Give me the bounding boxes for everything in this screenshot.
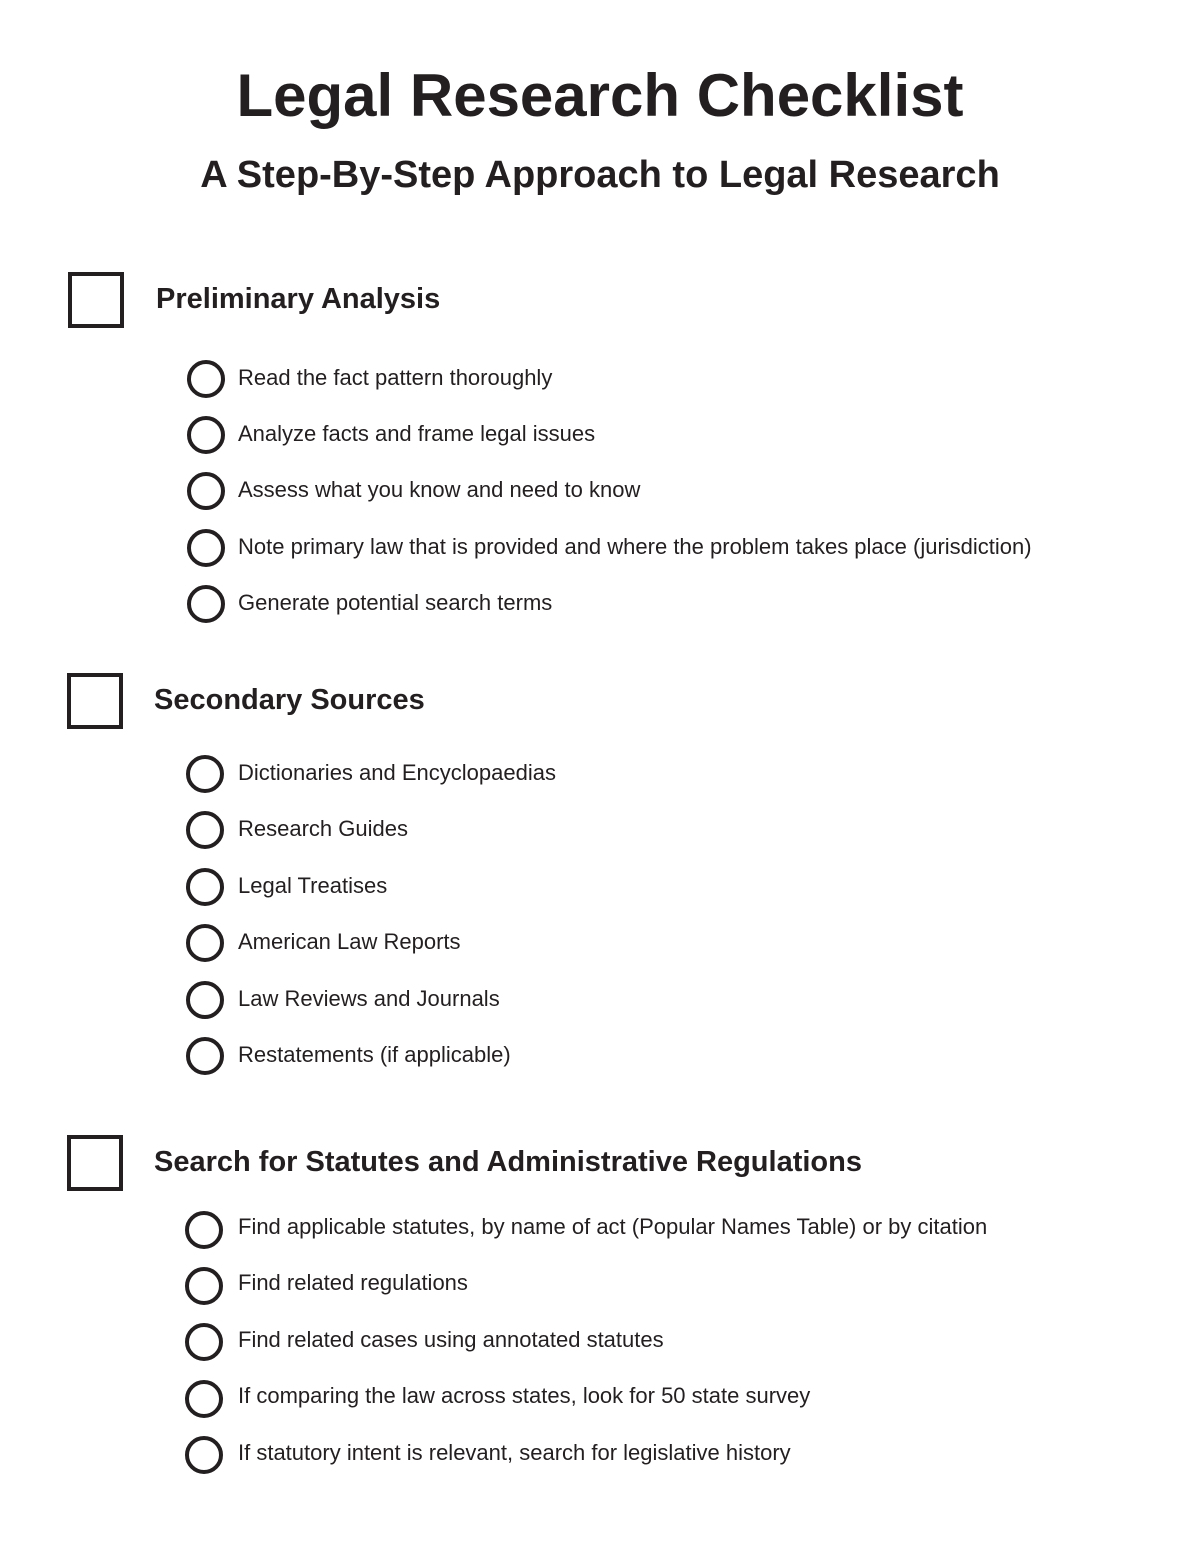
checklist-item: Find applicable statutes, by name of act (Popular Names Table) or by citation xyxy=(238,1214,988,1239)
checklist-item: Read the fact pattern thoroughly xyxy=(238,365,553,390)
section-heading: Preliminary Analysis xyxy=(156,283,441,315)
item-radio-circle[interactable] xyxy=(185,1211,223,1249)
checklist-item: Find related cases using annotated statutes xyxy=(238,1327,664,1352)
item-radio-circle[interactable] xyxy=(185,1323,223,1361)
checklist-item: Dictionaries and Encyclopaedias xyxy=(238,760,556,785)
checklist-item: Research Guides xyxy=(238,816,408,841)
item-radio-circle[interactable] xyxy=(187,529,225,567)
checklist-item: If statutory intent is relevant, search for legislative history xyxy=(238,1440,791,1465)
checklist-item: Note primary law that is provided and where the problem takes place (jurisdiction) xyxy=(238,534,1032,559)
page-title: Legal Research Checklist xyxy=(236,62,964,129)
checklist-item: If comparing the law across states, look for 50 state survey xyxy=(238,1383,811,1408)
section-checkbox[interactable] xyxy=(67,1135,123,1191)
item-radio-circle[interactable] xyxy=(185,1436,223,1474)
item-radio-circle[interactable] xyxy=(187,585,225,623)
item-radio-circle[interactable] xyxy=(185,1380,223,1418)
checklist-item: American Law Reports xyxy=(238,929,461,954)
checklist-item: Legal Treatises xyxy=(238,873,388,898)
item-radio-circle[interactable] xyxy=(186,981,224,1019)
item-radio-circle[interactable] xyxy=(186,868,224,906)
checklist-item: Analyze facts and frame legal issues xyxy=(238,421,596,446)
checklist-item: Find related regulations xyxy=(238,1270,468,1295)
item-radio-circle[interactable] xyxy=(186,811,224,849)
section-checkbox[interactable] xyxy=(68,272,124,328)
item-radio-circle[interactable] xyxy=(187,360,225,398)
item-radio-circle[interactable] xyxy=(186,755,224,793)
checklist-item: Restatements (if applicable) xyxy=(238,1042,511,1067)
item-radio-circle[interactable] xyxy=(187,416,225,454)
page-subtitle: A Step-By-Step Approach to Legal Research xyxy=(200,154,1000,196)
item-radio-circle[interactable] xyxy=(187,472,225,510)
checklist-item: Generate potential search terms xyxy=(238,590,553,615)
checklist-item: Law Reviews and Journals xyxy=(238,986,500,1011)
checklist-item: Assess what you know and need to know xyxy=(238,477,641,502)
item-radio-circle[interactable] xyxy=(186,924,224,962)
section-checkbox[interactable] xyxy=(67,673,123,729)
item-radio-circle[interactable] xyxy=(186,1037,224,1075)
section-heading: Search for Statutes and Administrative Regulations xyxy=(154,1146,862,1178)
item-radio-circle[interactable] xyxy=(185,1267,223,1305)
section-heading: Secondary Sources xyxy=(154,684,425,716)
